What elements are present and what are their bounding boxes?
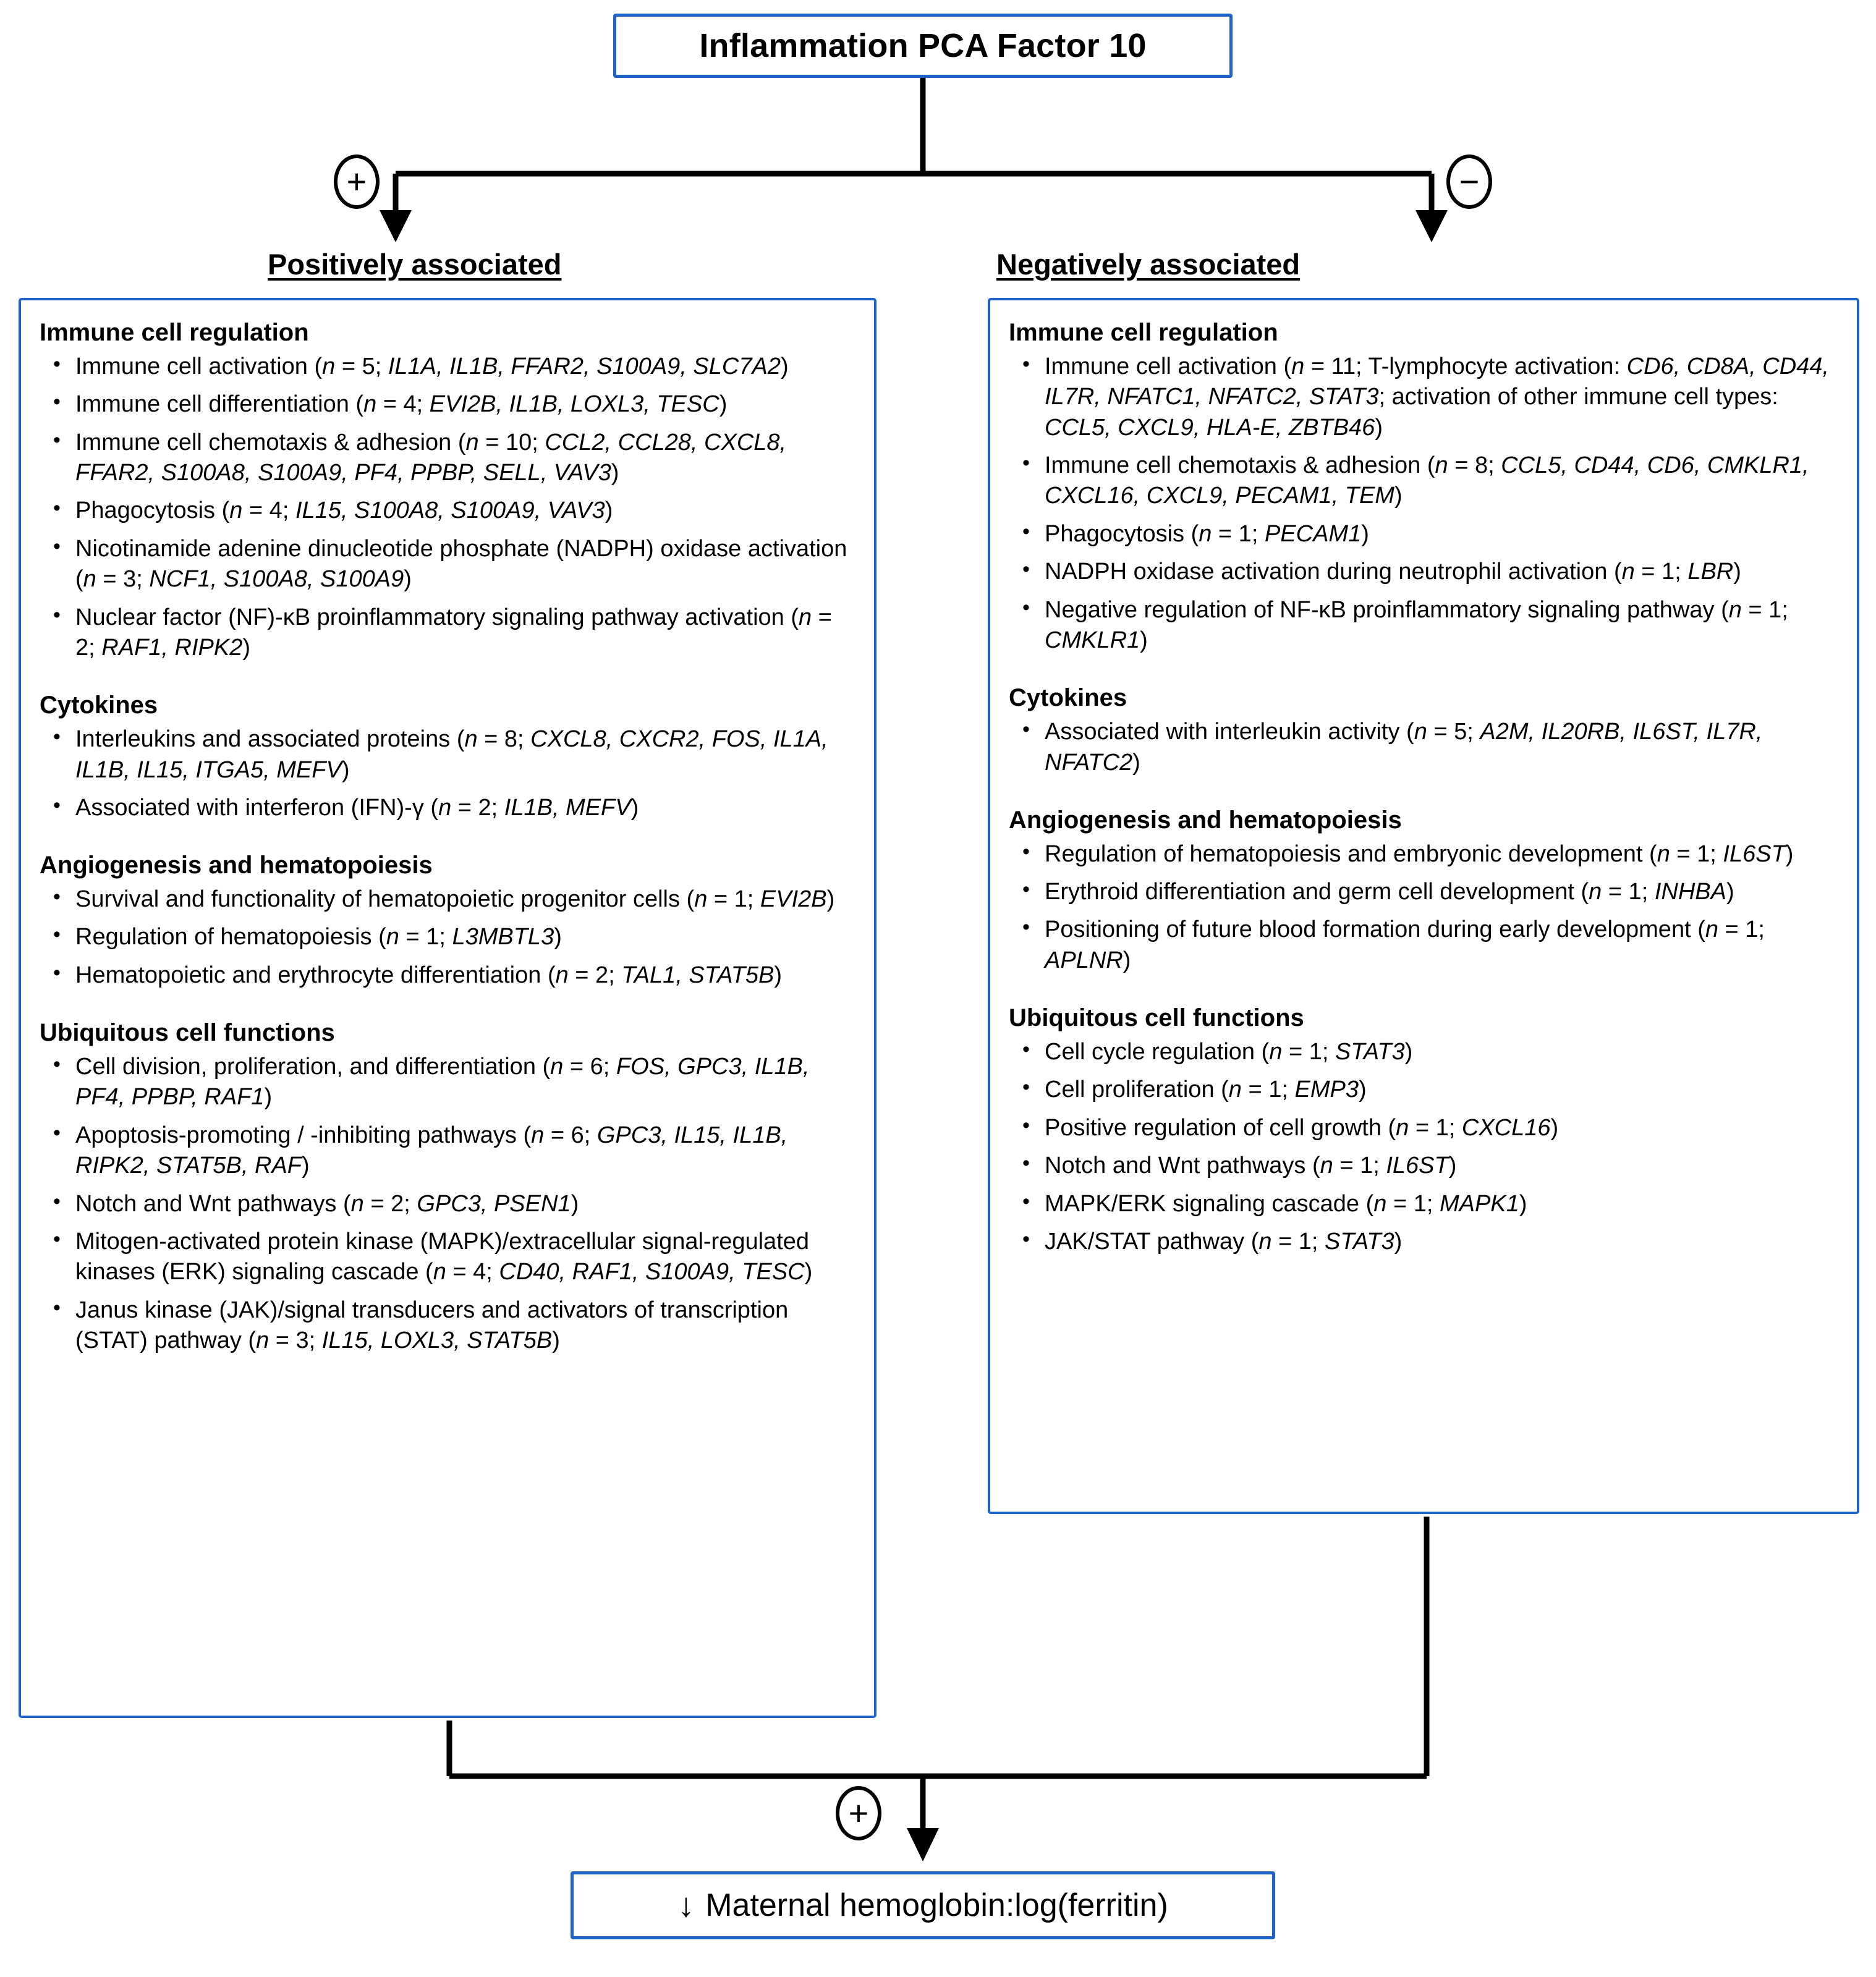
gene-list: LBR (1687, 559, 1734, 585)
n-value: = 6; (563, 1054, 616, 1080)
n-value: = 2; (75, 604, 832, 661)
n-symbol: n (798, 604, 812, 630)
n-symbol: n (531, 1122, 545, 1148)
function-group (40, 318, 855, 663)
bullet-text: Immune cell chemotaxis & adhesion ( (75, 429, 466, 455)
bullet-text-end: ) (611, 459, 619, 486)
n-value: = 2; (451, 794, 504, 821)
bullet-text: Regulation of hematopoiesis and embryonic development ( (1045, 840, 1657, 867)
bullet-text: Janus kinase (JAK)/signal transducers and activators of transcription (STAT) pathway ( (75, 1297, 789, 1354)
bullet-item (74, 724, 855, 785)
n-symbol: n (555, 962, 569, 988)
minus-glyph: − (1459, 162, 1480, 201)
bullet-text: Immune cell differentiation ( (75, 391, 364, 418)
n-value: = 1; (1409, 1114, 1462, 1141)
bullet-item (74, 1120, 855, 1182)
bullet-text-end: ) (1394, 483, 1403, 509)
group-bullet-list (1009, 1037, 1838, 1257)
positive-group-list (40, 318, 855, 1357)
gene-list: FOS, GPC3, IL1B, PF4, PPBP, RAF1 (75, 1054, 810, 1111)
bullet-item (1043, 352, 1838, 443)
bullet-text-end: ) (719, 391, 728, 418)
bullet-item (1043, 519, 1838, 549)
gene-list: TAL1, STAT5B (621, 962, 775, 988)
factor-title-box (613, 14, 1233, 78)
gene-list: GPC3, PSEN1 (417, 1190, 571, 1217)
n-value: = 1; (1670, 840, 1723, 867)
bullet-text: Erythroid differentiation and germ cell development ( (1045, 879, 1589, 905)
n-value: = 1; (1333, 1153, 1386, 1179)
bullet-text: Apoptosis-promoting / -inhibiting pathways ( (75, 1122, 532, 1148)
gene-list: STAT3 (1325, 1229, 1394, 1255)
bullet-item (74, 884, 855, 915)
bullet-text: Notch and Wnt pathways ( (75, 1190, 351, 1217)
gene-list: CCL5, CD44, CD6, CMKLR1, CXCL16, CXCL9, PECAM1, TEM (1045, 452, 1809, 509)
gene-list: CMKLR1 (1045, 627, 1140, 653)
bullet-text: Mitogen-activated protein kinase (MAPK)/extracellular signal-regulated kinases (ERK) signaling cascade ( (75, 1229, 810, 1285)
bullet-item (74, 603, 855, 664)
bullet-text: Negative regulation of NF-κB proinflammatory signaling pathway ( (1045, 596, 1729, 623)
n-value: = 11; T-lymphocyte activation: (1304, 353, 1627, 379)
group-title: Immune cell regulation (1009, 319, 1278, 346)
bullet-text-end: ) (552, 1327, 560, 1354)
n-value: = 1; (1741, 596, 1788, 623)
gene-list: IL6ST (1386, 1153, 1449, 1179)
outcome-box (571, 1871, 1275, 1939)
n-symbol: n (1621, 559, 1635, 585)
gene-list: IL15, LOXL3, STAT5B (321, 1327, 553, 1354)
gene-list: EMP3 (1294, 1077, 1359, 1103)
bullet-text-end: ) (1361, 520, 1369, 547)
n-symbol: n (83, 566, 96, 593)
bullet-text-end: ) (1358, 1077, 1367, 1103)
gene-list: IL1A, IL1B, FFAR2, S100A9, SLC7A2 (388, 353, 781, 379)
bullet-text: Cell proliferation ( (1045, 1077, 1229, 1103)
plus-glyph-bottom: + (848, 1793, 869, 1832)
gene-list: EVI2B, IL1B, LOXL3, TESC (429, 391, 719, 418)
bullet-text: Immune cell chemotaxis & adhesion ( (1045, 452, 1435, 478)
bullet-text-end: ) (264, 1084, 273, 1111)
bullet-text-end: ) (1123, 947, 1131, 973)
n-symbol: n (256, 1327, 270, 1354)
n-value: = 2; (363, 1190, 417, 1217)
gene-list: CD6, CD8A, CD44, IL7R, NFATC1, NFATC2, STAT3 (1045, 353, 1829, 410)
bullet-text: Cell cycle regulation ( (1045, 1039, 1270, 1065)
gene-list: CXCL16 (1461, 1114, 1551, 1141)
bullet-text: Cell division, proliferation, and differentiation ( (75, 1054, 551, 1080)
bullet-text-end: ) (1448, 1153, 1457, 1179)
n-value: = 6; (544, 1122, 597, 1148)
n-symbol: n (1373, 1190, 1387, 1217)
bullet-item (74, 352, 855, 382)
n-symbol: n (1728, 596, 1742, 623)
bullet-text: NADPH oxidase activation during neutrophil activation ( (1045, 559, 1622, 585)
bullet-text-end: ) (774, 962, 783, 988)
gene-list: CD40, RAF1, S100A9, TESC (499, 1259, 805, 1285)
positive-associations-panel (19, 298, 876, 1718)
bullet-text: Phagocytosis ( (1045, 520, 1199, 547)
gene-list: IL6ST (1723, 840, 1786, 867)
bullet-text: Immune cell activation ( (75, 353, 323, 379)
group-title: Angiogenesis and hematopoiesis (1009, 806, 1402, 834)
n-value: = 1; (1718, 917, 1765, 943)
bullet-item (1043, 1037, 1838, 1067)
group-bullet-list (40, 884, 855, 991)
bullet-item (74, 793, 855, 823)
bullet-text-end: ) (404, 566, 412, 593)
gene-list: GPC3, IL15, IL1B, RIPK2, STAT5B, RAF (75, 1122, 788, 1179)
bullet-text: Positioning of future blood formation during early development ( (1045, 917, 1705, 943)
n-value: = 1; (1386, 1190, 1440, 1217)
bullet-text-end: ) (780, 353, 789, 379)
bullet-text-end: ) (1785, 840, 1794, 867)
bullet-text-end: ) (302, 1153, 310, 1179)
plus-glyph: + (346, 162, 367, 201)
group-bullet-list (1009, 352, 1838, 656)
group-title: Ubiquitous cell functions (40, 1019, 335, 1047)
positively-associated-header: Positively associated (268, 248, 562, 281)
gene-list: IL1B, MEFV (504, 794, 631, 821)
function-group (40, 850, 855, 991)
group-bullet-list (1009, 717, 1838, 778)
n-value: = 5; (335, 353, 388, 379)
bullet-text-end: ) (826, 886, 835, 913)
function-group (40, 690, 855, 823)
n-symbol: n (1589, 879, 1602, 905)
n-symbol: n (1396, 1114, 1409, 1141)
negative-group-list (1009, 318, 1838, 1257)
negatively-associated-header: Negatively associated (996, 248, 1301, 281)
bullet-item (74, 534, 855, 595)
n-symbol: n (322, 353, 336, 379)
gene-list: MAPK1 (1439, 1190, 1519, 1217)
function-group (1009, 318, 1838, 656)
bullet-item (74, 960, 855, 991)
gene-list-2: CCL5, CXCL9, HLA-E, ZBTB46 (1045, 414, 1375, 441)
function-group (1009, 1003, 1838, 1257)
bullet-text-end: ) (1375, 414, 1383, 441)
function-group (1009, 683, 1838, 778)
n-symbol: n (433, 1259, 446, 1285)
bullet-text: Regulation of hematopoiesis ( (75, 924, 386, 950)
page-title: Inflammation PCA Factor 10 (699, 27, 1147, 64)
bullet-item (74, 496, 855, 526)
n-symbol: n (1705, 917, 1718, 943)
n-symbol: n (438, 794, 452, 821)
n-symbol: n (386, 924, 399, 950)
bullet-item (1043, 839, 1838, 870)
bullet-text-end: ) (804, 1259, 813, 1285)
bullet-text: Nicotinamide adenine dinucleotide phosphate (NADPH) oxidase activation ( (75, 535, 847, 593)
function-group (1009, 805, 1838, 976)
group-bullet-list (1009, 839, 1838, 976)
bullet-item (74, 1189, 855, 1219)
bullet-item (1043, 595, 1838, 656)
group-title: Cytokines (1009, 684, 1127, 712)
bullet-item (74, 428, 855, 489)
gene-list: EVI2B (760, 886, 827, 913)
minus-sign-icon (1446, 155, 1492, 209)
bullet-text: Survival and functionality of hematopoietic progenitor cells ( (75, 886, 695, 913)
bullet-text: Interleukins and associated proteins ( (75, 726, 465, 753)
n-value: = 1; (1271, 1229, 1325, 1255)
n-symbol: n (1320, 1153, 1333, 1179)
gene-list: RAF1, RIPK2 (101, 634, 243, 661)
group-bullet-list (40, 1052, 855, 1357)
outcome-label: Maternal hemoglobin:log(ferritin) (705, 1887, 1168, 1923)
gene-list: CCL2, CCL28, CXCL8, FFAR2, S100A8, S100A9, PF4, PPBP, SELL, VAV3 (75, 429, 787, 486)
n-symbol: n (1657, 840, 1670, 867)
n-value: = 3; (96, 566, 150, 593)
n-symbol: n (694, 886, 708, 913)
n-value: = 8; (1448, 452, 1501, 478)
bullet-item (1043, 1189, 1838, 1219)
n-value: = 1; (1241, 1077, 1295, 1103)
n-value: = 4; (376, 391, 430, 418)
bullet-text-mid: ; activation of other immune cell types: (1378, 384, 1778, 410)
bullet-text-end: ) (605, 497, 613, 524)
bullet-text-end: ) (1726, 879, 1734, 905)
gene-list: STAT3 (1335, 1039, 1405, 1065)
bullet-item (1043, 915, 1838, 976)
gene-list: CXCL8, CXCR2, FOS, IL1A, IL1B, IL15, ITGA5, MEFV (75, 726, 828, 783)
bullet-item (1043, 1151, 1838, 1181)
n-value: = 4; (242, 497, 295, 524)
n-symbol: n (1291, 353, 1305, 379)
bullet-item (1043, 1075, 1838, 1105)
bullet-text: Positive regulation of cell growth ( (1045, 1114, 1396, 1141)
bullet-item (74, 922, 855, 952)
bullet-text-end: ) (1733, 559, 1741, 585)
bullet-text: Phagocytosis ( (75, 497, 230, 524)
n-symbol: n (1269, 1039, 1283, 1065)
group-bullet-list (40, 352, 855, 664)
bullet-item (74, 1052, 855, 1113)
bullet-item (1043, 1113, 1838, 1143)
gene-list: IL15, S100A8, S100A9, VAV3 (295, 497, 605, 524)
group-title: Ubiquitous cell functions (1009, 1004, 1304, 1032)
n-symbol: n (1414, 719, 1427, 745)
bullet-item (74, 1227, 855, 1288)
bullet-text-end: ) (1394, 1229, 1403, 1255)
bullet-text: JAK/STAT pathway ( (1045, 1229, 1259, 1255)
function-group (40, 1018, 855, 1356)
bullet-item (1043, 717, 1838, 778)
group-title: Angiogenesis and hematopoiesis (40, 852, 433, 879)
bullet-text-end: ) (571, 1190, 579, 1217)
bullet-text-end: ) (1404, 1039, 1413, 1065)
n-value: = 3; (269, 1327, 322, 1354)
n-value: = 1; (1634, 559, 1688, 585)
gene-list: A2M, IL20RB, IL6ST, IL7R, NFATC2 (1045, 719, 1763, 776)
bullet-text-end: ) (554, 924, 562, 950)
n-symbol: n (1199, 520, 1212, 547)
bullet-text: MAPK/ERK signaling cascade ( (1045, 1190, 1374, 1217)
bullet-text-end: ) (242, 634, 250, 661)
bullet-item (1043, 877, 1838, 907)
n-value: = 1; (399, 924, 452, 950)
n-value: = 5; (1427, 719, 1480, 745)
gene-list: NCF1, S100A8, S100A9 (149, 566, 404, 593)
bullet-text: Hematopoietic and erythrocyte differentiation ( (75, 962, 556, 988)
n-symbol: n (229, 497, 243, 524)
gene-list: APLNR (1045, 947, 1123, 973)
gene-list: INHBA (1654, 879, 1726, 905)
negative-associations-panel (988, 298, 1859, 1514)
group-title: Immune cell regulation (40, 319, 309, 346)
bullet-text: Immune cell activation ( (1045, 353, 1292, 379)
bullet-text-end: ) (1550, 1114, 1559, 1141)
bullet-text-end: ) (1140, 627, 1148, 653)
bullet-item (74, 389, 855, 420)
n-value: = 8; (477, 726, 531, 753)
n-value: = 1; (1212, 520, 1265, 547)
gene-list: PECAM1 (1264, 520, 1362, 547)
n-symbol: n (550, 1054, 564, 1080)
group-title: Cytokines (40, 692, 158, 719)
bullet-text-end: ) (341, 756, 350, 783)
n-symbol: n (464, 726, 478, 753)
n-symbol: n (1228, 1077, 1242, 1103)
bullet-text-end: ) (1519, 1190, 1527, 1217)
bullet-item (1043, 557, 1838, 587)
n-value: = 10; (478, 429, 545, 455)
gene-list: L3MBTL3 (452, 924, 554, 950)
bullet-text: Associated with interferon (IFN)-γ ( (75, 794, 439, 821)
n-symbol: n (1258, 1229, 1272, 1255)
bullet-item (74, 1295, 855, 1357)
n-value: = 2; (568, 962, 622, 988)
n-value: = 1; (707, 886, 760, 913)
bullet-text: Notch and Wnt pathways ( (1045, 1153, 1320, 1179)
bullet-text-end: ) (630, 794, 639, 821)
n-value: = 1; (1282, 1039, 1335, 1065)
n-value: = 1; (1602, 879, 1655, 905)
n-symbol: n (465, 429, 479, 455)
group-bullet-list (40, 724, 855, 823)
bullet-text: Associated with interleukin activity ( (1045, 719, 1414, 745)
n-symbol: n (363, 391, 377, 418)
n-symbol: n (350, 1190, 364, 1217)
n-value: = 4; (446, 1259, 499, 1285)
bullet-item (1043, 451, 1838, 512)
plus-sign-icon (334, 155, 380, 209)
bullet-text: Nuclear factor (NF)-κB proinflammatory signaling pathway activation ( (75, 604, 799, 630)
down-arrow-icon: ↓ (677, 1887, 695, 1924)
n-symbol: n (1435, 452, 1448, 478)
plus-sign-icon-bottom (836, 1786, 881, 1840)
bullet-item (1043, 1227, 1838, 1257)
bullet-text-end: ) (1132, 749, 1140, 776)
